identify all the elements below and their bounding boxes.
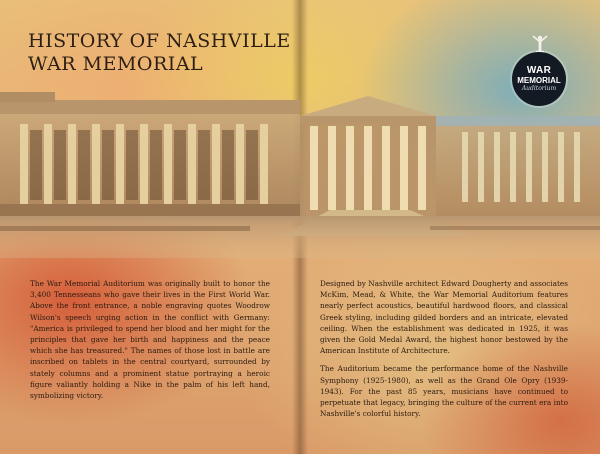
right-text-column bbox=[320, 278, 568, 426]
war-memorial-auditorium-logo bbox=[512, 52, 566, 106]
title-line-2: WAR MEMORIAL bbox=[28, 53, 204, 75]
logo-text-war: WAR bbox=[526, 65, 552, 76]
war-memorial-building-photo bbox=[0, 86, 600, 258]
page-title bbox=[28, 30, 291, 76]
left-text-column bbox=[30, 278, 270, 408]
history-paragraph-1: The War Memorial Auditorium was originally built to honor the 3,400 Tennesseans who gave their lives in the First World War. Above the front entrance, a noble engraving quotes Woodrow Wilson's speech urging action in the conflict with Germany: "America is privileged to spend her blood and her might for the principles that gave her birth and happiness and the peace which she has treasured." The names of those lost in battle are inscribed on tablets in the central courtyard, surrounded by stately columns and a prominent statue portraying a heroic figure valiantly holding a Nike in the palm of his left hand, symbolizing victory. bbox=[30, 279, 270, 401]
performance-history-paragraph: The Auditorium became the performance home of the Nashville Symphony (1925-1980), as well as the Grand Ole Opry (1939-1943). For the past 85 years, musicians have continued to perpetuate that legacy, bringing the culture of the current era into Nashville's colorful history. bbox=[320, 364, 568, 419]
architecture-paragraph: Designed by Nashville architect Edward Dougherty and associates McKim, Mead, & White, the War Memorial Auditorium features nearly perfect acoustics, beautiful hardwood floors, and classical Greek styling, including gilded borders and an intricate, elevated ceiling. When the establishment was dedicated in 1925, it was given the Gold Medal Award, the highest honor bestowed by the American Institute of Architecture. bbox=[320, 279, 568, 356]
title-line-1: HISTORY OF NASHVILLE bbox=[28, 30, 291, 52]
logo-text-auditorium: Auditorium bbox=[521, 85, 557, 92]
logo-text-memorial: MEMORIAL bbox=[517, 76, 561, 85]
